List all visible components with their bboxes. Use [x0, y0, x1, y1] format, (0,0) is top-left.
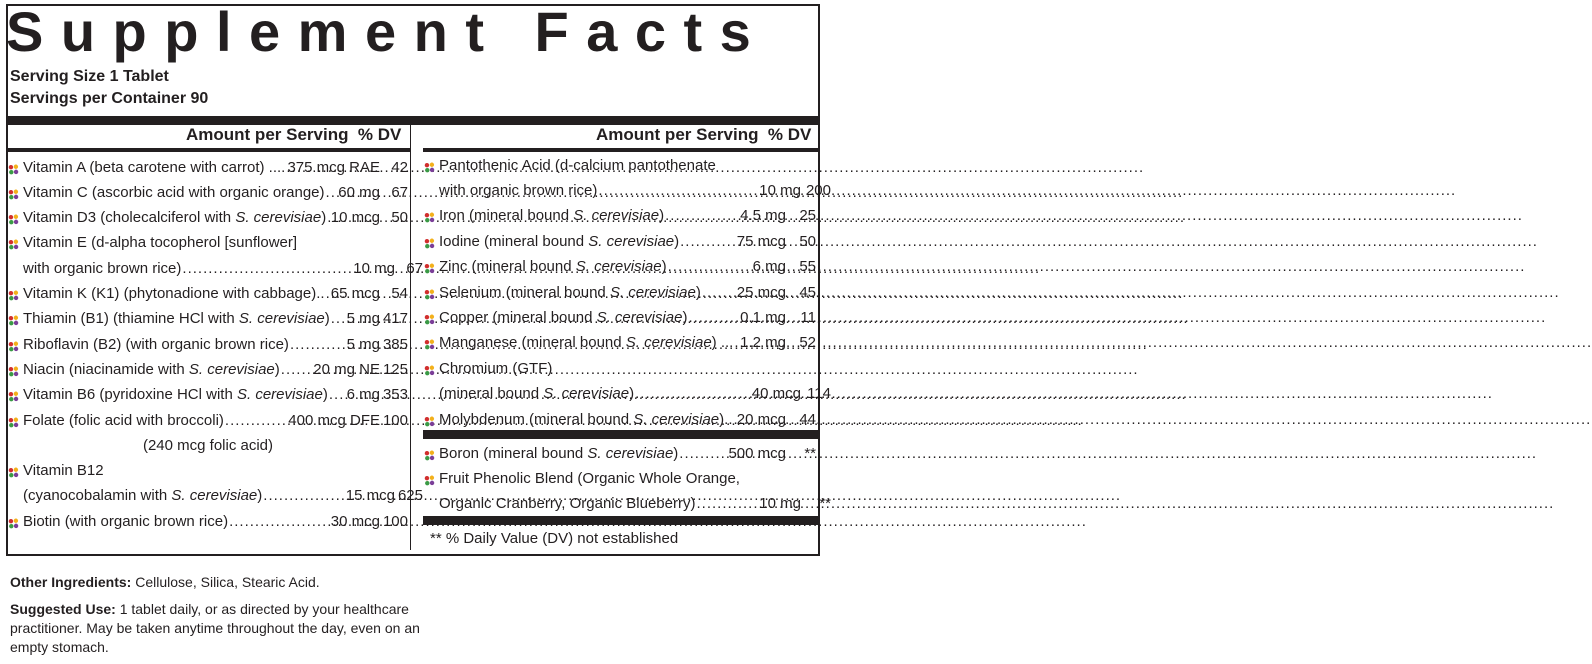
dot-leader	[668, 258, 752, 275]
dot-leader	[331, 310, 346, 327]
dot-leader	[679, 445, 727, 462]
dv-header: % DV	[767, 125, 812, 144]
bullet-icon	[8, 212, 19, 223]
dot-leader	[281, 361, 313, 378]
amount-per-serving-header: Amount per Serving	[186, 125, 349, 144]
nutrient-dv: 45	[799, 283, 816, 301]
suggested-use	[10, 600, 430, 657]
nutrient-row	[8, 282, 408, 306]
other-ingredients	[10, 574, 320, 590]
nutrient-row	[424, 382, 831, 406]
bullet-icon	[424, 337, 435, 348]
dot-leader	[327, 209, 330, 226]
bullet-icon	[8, 313, 19, 324]
other-ingredients-label: Other Ingredients:	[10, 574, 132, 590]
right-column-header	[596, 124, 811, 146]
nutrient-dv: 44	[799, 410, 816, 428]
nutrient-amount: 400 mcg DFE	[288, 411, 380, 429]
nutrient-amount: 10 mcg	[330, 209, 380, 227]
nutrient-amount: 6 mg	[346, 386, 380, 404]
bullet-icon	[8, 516, 19, 527]
nutrient-row	[8, 155, 408, 179]
dot-leader	[696, 495, 758, 512]
nutrient-row	[424, 331, 816, 355]
dot-leader	[326, 184, 338, 201]
nutrient-name: Iodine (mineral bound S. cerevisiae)	[439, 232, 680, 250]
dot-leader	[229, 513, 330, 530]
dot-leader	[665, 207, 739, 224]
nutrient-amount: 10 mg	[353, 259, 395, 277]
bullet-icon	[424, 312, 435, 323]
nutrient-row	[8, 509, 408, 533]
nutrient-name: Copper (mineral bound S. cerevisiae)	[439, 308, 688, 326]
nutrient-amount: 30 mcg	[330, 512, 380, 530]
dot-leader	[635, 385, 751, 402]
nutrient-dv: 417	[382, 310, 408, 328]
bullet-icon	[424, 261, 435, 272]
dot-leader	[326, 285, 330, 302]
nutrient-row	[424, 356, 816, 380]
servings-per-container: Servings per Container 90	[10, 90, 209, 107]
nutrient-row	[8, 357, 408, 381]
thick-divider-right	[423, 430, 818, 439]
nutrient-name: Manganese (mineral bound S. cerevisiae) ...	[439, 334, 734, 352]
nutrient-dv: 50	[799, 232, 816, 250]
nutrient-amount: 10 mg	[759, 495, 801, 513]
nutrient-row	[8, 180, 408, 204]
nutrient-name: Chromium (GTF)	[439, 359, 553, 377]
nutrient-amount: 75 mcg	[736, 232, 786, 250]
nutrient-amount: 0.1 mg	[740, 308, 786, 326]
nutrient-dv: 67	[406, 259, 423, 277]
nutrient-amount: 60 mg	[338, 183, 380, 201]
nutrient-row	[8, 383, 408, 407]
nutrient-amount: 10 mg	[759, 181, 801, 199]
thick-divider-right-bottom	[423, 516, 818, 525]
nutrient-name: Vitamin D3 (cholecalciferol with S. cerevisiae)	[23, 209, 327, 227]
nutrient-name: (mineral bound S. cerevisiae)	[439, 385, 635, 403]
bullet-icon	[424, 287, 435, 298]
bullet-icon	[424, 160, 435, 171]
nutrient-amount: 15 mcg	[345, 487, 395, 505]
nutrient-name: Fruit Phenolic Blend (Organic Whole Orange,	[439, 469, 740, 487]
nutrient-row	[8, 433, 408, 457]
nutrient-dv: 55	[799, 258, 816, 276]
bullet-icon	[8, 162, 19, 173]
nutrient-name: Vitamin C (ascorbic acid with organic orange)	[23, 183, 325, 201]
nutrient-name: Folate (folic acid with broccoli)	[23, 411, 224, 429]
panel-title: Supplement Facts	[6, 0, 769, 63]
nutrient-row	[424, 280, 816, 304]
nutrient-name: Molybdenum (mineral bound S. cerevisiae)..	[439, 410, 733, 428]
nutrient-amount: 1.2 mg	[740, 334, 786, 352]
nutrient-name: Boron (mineral bound S. cerevisiae)	[439, 444, 679, 462]
nutrient-dv: 114	[807, 385, 831, 403]
dot-leader	[702, 284, 736, 301]
bullet-icon	[8, 415, 19, 426]
nutrient-row	[8, 256, 423, 280]
dot-leader	[290, 336, 346, 353]
nutrient-row	[424, 492, 831, 516]
nutrient-dv: 353	[382, 386, 408, 404]
nutrient-name: Zinc (mineral bound S. cerevisiae)	[439, 258, 667, 276]
bullet-icon	[424, 473, 435, 484]
bullet-icon	[8, 364, 19, 375]
nutrient-row	[424, 153, 816, 177]
nutrient-amount: 5 mg	[346, 335, 380, 353]
right-header-rule	[423, 148, 818, 152]
nutrient-amount: 4.5 mg	[740, 207, 786, 225]
nutrient-row	[8, 484, 423, 508]
nutrient-row	[424, 255, 816, 279]
bullet-icon	[8, 389, 19, 400]
bullet-icon	[424, 210, 435, 221]
dot-leader	[263, 487, 345, 504]
nutrient-amount: 25 mcg	[736, 283, 786, 301]
amount-per-serving-header: Amount per Serving	[596, 125, 759, 144]
nutrient-dv: 25	[799, 207, 816, 225]
nutrient-row	[8, 459, 408, 483]
nutrient-row	[424, 204, 816, 228]
nutrient-name: Vitamin A (beta carotene with carrot) ....	[23, 158, 286, 176]
nutrient-name: Vitamin B6 (pyridoxine HCl with S. cerevisiae)	[23, 386, 328, 404]
left-column-header	[186, 124, 401, 146]
suggested-use-text: 1 tablet daily, or as directed by your healthcare practitioner. May be taken anytime throughout the day, even on an empty stomach.	[10, 601, 420, 655]
nutrient-amount: 40 mcg	[751, 385, 801, 403]
serving-size: Serving Size 1 Tablet	[10, 68, 169, 85]
nutrient-row	[8, 408, 408, 432]
bullet-icon	[8, 187, 19, 198]
bullet-icon	[424, 414, 435, 425]
dv-header: % DV	[357, 125, 402, 144]
nutrient-row	[8, 231, 408, 255]
nutrient-row	[424, 441, 816, 465]
nutrient-name: Biotin (with organic brown rice)	[23, 512, 229, 530]
nutrient-amount: 500 mcg	[728, 444, 786, 462]
other-ingredients-text: Cellulose, Silica, Stearic Acid.	[131, 574, 320, 590]
nutrient-dv: 125	[382, 360, 408, 378]
dot-leader	[734, 411, 736, 428]
nutrient-name: Organic Cranberry, Organic Blueberry)	[439, 495, 696, 513]
nutrient-row	[424, 407, 816, 431]
nutrient-row	[8, 206, 408, 230]
dot-leader	[182, 260, 352, 277]
nutrient-name: (240 mcg folic acid)	[142, 436, 274, 454]
nutrient-dv: 200	[805, 181, 831, 199]
nutrient-dv: 50	[391, 209, 408, 227]
bullet-icon	[8, 339, 19, 350]
bullet-icon	[8, 288, 19, 299]
nutrient-name: Vitamin K (K1) (phytonadione with cabbage)..	[23, 285, 325, 302]
nutrient-row	[424, 466, 816, 490]
bullet-icon	[424, 448, 435, 459]
nutrient-dv: 52	[799, 334, 816, 352]
nutrient-name: Niacin (niacinamide with S. cerevisiae)	[23, 360, 280, 378]
left-header-rule	[8, 148, 410, 152]
nutrient-dv: 625	[397, 487, 423, 505]
nutrient-dv: 42	[391, 158, 408, 176]
nutrient-dv: 54	[391, 285, 408, 302]
nutrient-name: Iron (mineral bound S. cerevisiae)	[439, 207, 665, 225]
nutrient-name: Pantothenic Acid (d-calcium pantothenate	[439, 156, 716, 174]
nutrient-amount: 375 mcg RAE	[287, 158, 380, 176]
dot-leader	[688, 309, 739, 326]
nutrient-dv: 67	[391, 183, 408, 201]
nutrient-row	[8, 332, 408, 356]
nutrient-name: with organic brown rice)	[23, 259, 182, 277]
nutrient-name: Vitamin E (d-alpha tocopherol [sunflower]	[23, 234, 298, 252]
nutrient-dv: **	[819, 495, 831, 513]
nutrient-name: Riboflavin (B2) (with organic brown rice)	[23, 335, 289, 353]
nutrient-dv: **	[804, 444, 816, 462]
nutrient-name: with organic brown rice)	[439, 181, 598, 199]
dot-leader	[680, 233, 736, 250]
nutrient-amount: 65 mcg	[330, 285, 380, 302]
nutrient-name: (cyanocobalamin with S. cerevisiae)	[23, 487, 263, 505]
dot-leader	[329, 386, 346, 403]
nutrient-amount: 5 mg	[346, 310, 380, 328]
nutrient-row	[8, 307, 408, 331]
bullet-icon	[8, 237, 19, 248]
nutrient-amount: 6 mg	[752, 258, 786, 276]
nutrient-row	[424, 178, 831, 202]
dot-leader	[598, 182, 758, 199]
bullet-icon	[424, 363, 435, 374]
bullet-icon	[8, 465, 19, 476]
nutrient-row	[424, 229, 816, 253]
nutrient-row	[424, 305, 816, 329]
dv-footnote: ** % Daily Value (DV) not established	[430, 530, 679, 547]
nutrient-name: Thiamin (B1) (thiamine HCl with S. cerevisiae)	[23, 310, 330, 328]
bullet-icon	[424, 236, 435, 247]
nutrient-dv: 11	[800, 308, 816, 326]
nutrient-dv: 385	[382, 335, 408, 353]
nutrient-name: Selenium (mineral bound S. cerevisiae)	[439, 283, 701, 301]
nutrient-dv: 100	[382, 411, 408, 429]
suggested-use-label: Suggested Use:	[10, 601, 116, 617]
dot-leader	[734, 334, 739, 351]
nutrient-amount: 20 mcg	[736, 410, 786, 428]
dot-leader	[225, 412, 287, 429]
nutrient-amount: 20 mg NE	[313, 360, 380, 378]
nutrient-dv: 100	[382, 512, 408, 530]
nutrient-name: Vitamin B12	[23, 462, 104, 480]
